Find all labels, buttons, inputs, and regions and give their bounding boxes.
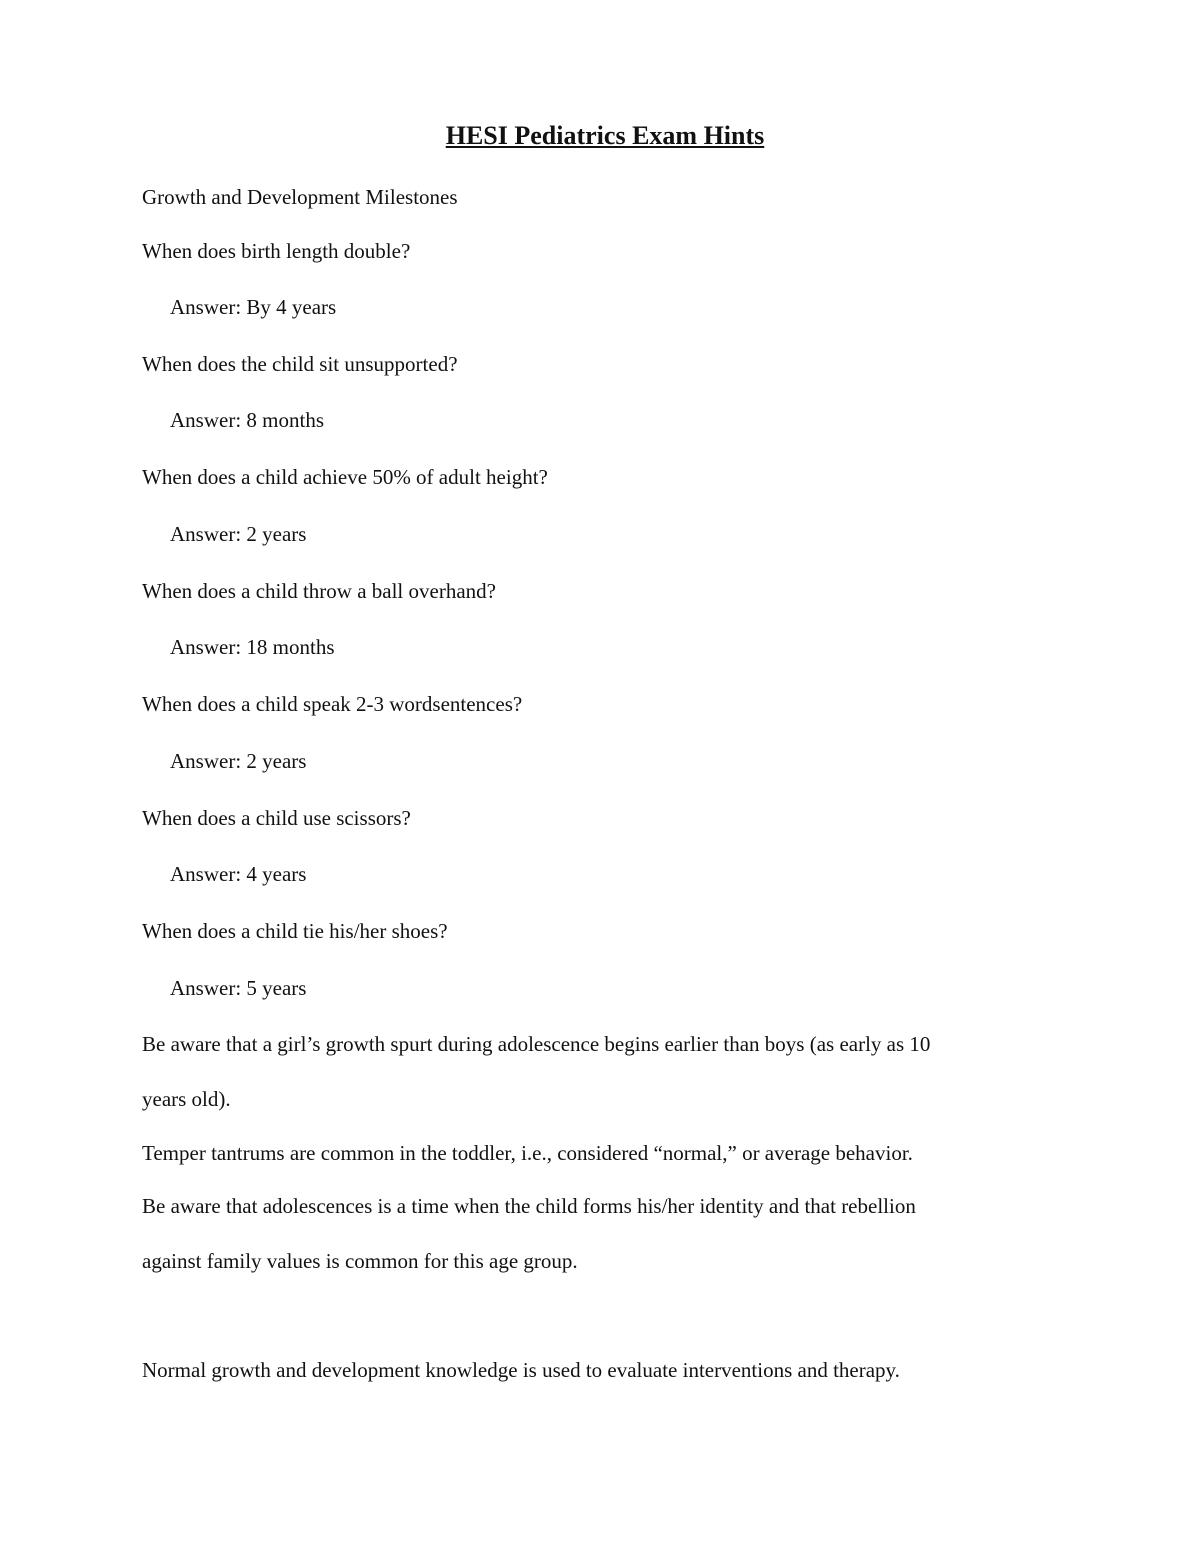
question-5: When does a child speak 2-3 wordsentences? — [142, 692, 523, 716]
answer-5: Answer: 2 years — [170, 749, 307, 773]
adolescence-note-line-1: Be aware that adolescences is a time when the child forms his/her identity and that rebellion — [142, 1194, 916, 1218]
normal-growth-note: Normal growth and development knowledge is used to evaluate interventions and therapy. — [142, 1358, 900, 1382]
page-title: HESI Pediatrics Exam Hints — [445, 121, 765, 150]
answer-2: Answer: 8 months — [170, 408, 324, 432]
growth-spurt-note-line-2: years old). — [142, 1087, 231, 1111]
answer-4: Answer: 18 months — [170, 635, 335, 659]
question-1: When does birth length double? — [142, 239, 411, 263]
question-7: When does a child tie his/her shoes? — [142, 919, 448, 943]
section-heading: Growth and Development Milestones — [142, 185, 458, 209]
answer-6: Answer: 4 years — [170, 862, 307, 886]
growth-spurt-note-line-1: Be aware that a girl’s growth spurt during adolescence begins earlier than boys (as early as 10 — [142, 1032, 931, 1056]
answer-3: Answer: 2 years — [170, 522, 307, 546]
answer-7: Answer: 5 years — [170, 976, 307, 1000]
answer-1: Answer: By 4 years — [170, 295, 337, 319]
temper-tantrums-note: Temper tantrums are common in the toddler, i.e., considered “normal,” or average behavior. — [142, 1141, 913, 1165]
question-3: When does a child achieve 50% of adult height? — [142, 465, 548, 489]
question-4: When does a child throw a ball overhand? — [142, 579, 496, 603]
adolescence-note-line-2: against family values is common for this age group. — [142, 1249, 578, 1273]
question-2: When does the child sit unsupported? — [142, 352, 458, 376]
question-6: When does a child use scissors? — [142, 806, 411, 830]
